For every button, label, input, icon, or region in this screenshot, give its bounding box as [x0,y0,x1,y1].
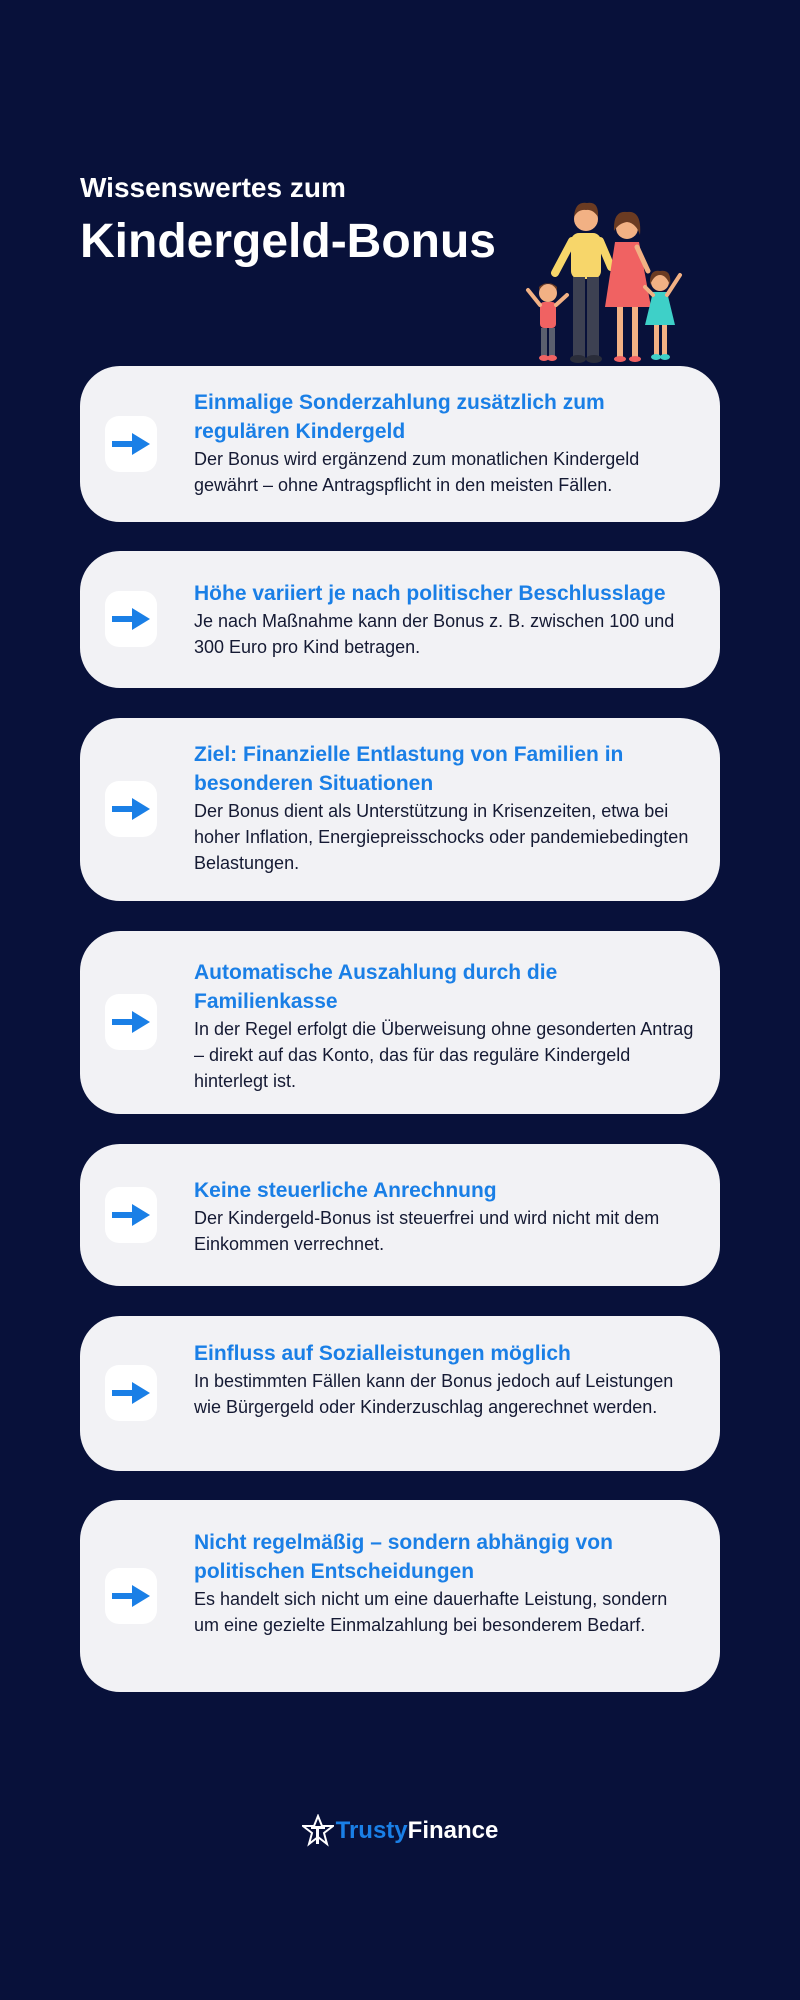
card-text: Der Bonus dient als Unterstützung in Krisenzeiten, etwa bei hoher Inflation, Energiepreisschocks oder pandemiebedingten Belastungen. [194,801,689,873]
card-title: Einmalige Sonderzahlung zusätzlich zum regulären Kindergeld [194,391,605,443]
card-title: Automatische Auszahlung durch die Familienkasse [194,961,558,1013]
info-card [80,551,720,688]
family-illustration [515,195,695,370]
arrow-right-icon [105,781,157,837]
card-title: Nicht regelmäßig – sondern abhängig von politischen Entscheidungen [194,1531,613,1583]
card-title: Einfluss auf Sozialleistungen möglich [194,1342,571,1365]
trustyfinance-logo-icon [302,1814,334,1848]
info-card [80,1500,720,1692]
info-card [80,931,720,1114]
card-text: Es handelt sich nicht um eine dauerhafte Leistung, sondern um eine gezielte Einmalzahlung bei besonderem Bedarf. [194,1589,668,1635]
card-text: Der Kindergeld-Bonus ist steuerfrei und wird nicht mit dem Einkommen verrechnet. [194,1208,660,1254]
brand-name-part2: Finance [407,1817,499,1844]
arrow-right-icon [105,591,157,647]
info-card [80,1144,720,1286]
info-card [80,366,720,522]
arrow-right-icon [105,416,157,472]
page-title: Kindergeld-Bonus [80,215,496,268]
card-title: Ziel: Finanzielle Entlastung von Familien in besonderen Situationen [194,743,624,795]
card-title: Höhe variiert je nach politischer Beschlusslage [194,582,666,605]
footer-brand [0,1814,800,1848]
card-text: Der Bonus wird ergänzend zum monatlichen Kindergeld gewährt – ohne Antragspflicht in den meisten Fällen. [194,449,640,495]
card-title: Keine steuerliche Anrechnung [194,1179,497,1202]
arrow-right-icon [105,994,157,1050]
page-subtitle: Wissenswertes zum [80,172,346,203]
card-text: In der Regel erfolgt die Überweisung ohne gesonderten Antrag – direkt auf das Konto, das für das reguläre Kindergeld hinterlegt ist. [194,1019,694,1091]
card-text: Je nach Maßnahme kann der Bonus z. B. zwischen 100 und 300 Euro pro Kind betragen. [194,611,675,657]
info-card [80,718,720,901]
arrow-right-icon [105,1187,157,1243]
arrow-right-icon [105,1365,157,1421]
arrow-right-icon [105,1568,157,1624]
brand-name-part1: Trusty [335,1817,408,1844]
info-card [80,1316,720,1471]
card-text: In bestimmten Fällen kann der Bonus jedoch auf Leistungen wie Bürgergeld oder Kinderzuschlag angerechnet werden. [194,1371,674,1417]
